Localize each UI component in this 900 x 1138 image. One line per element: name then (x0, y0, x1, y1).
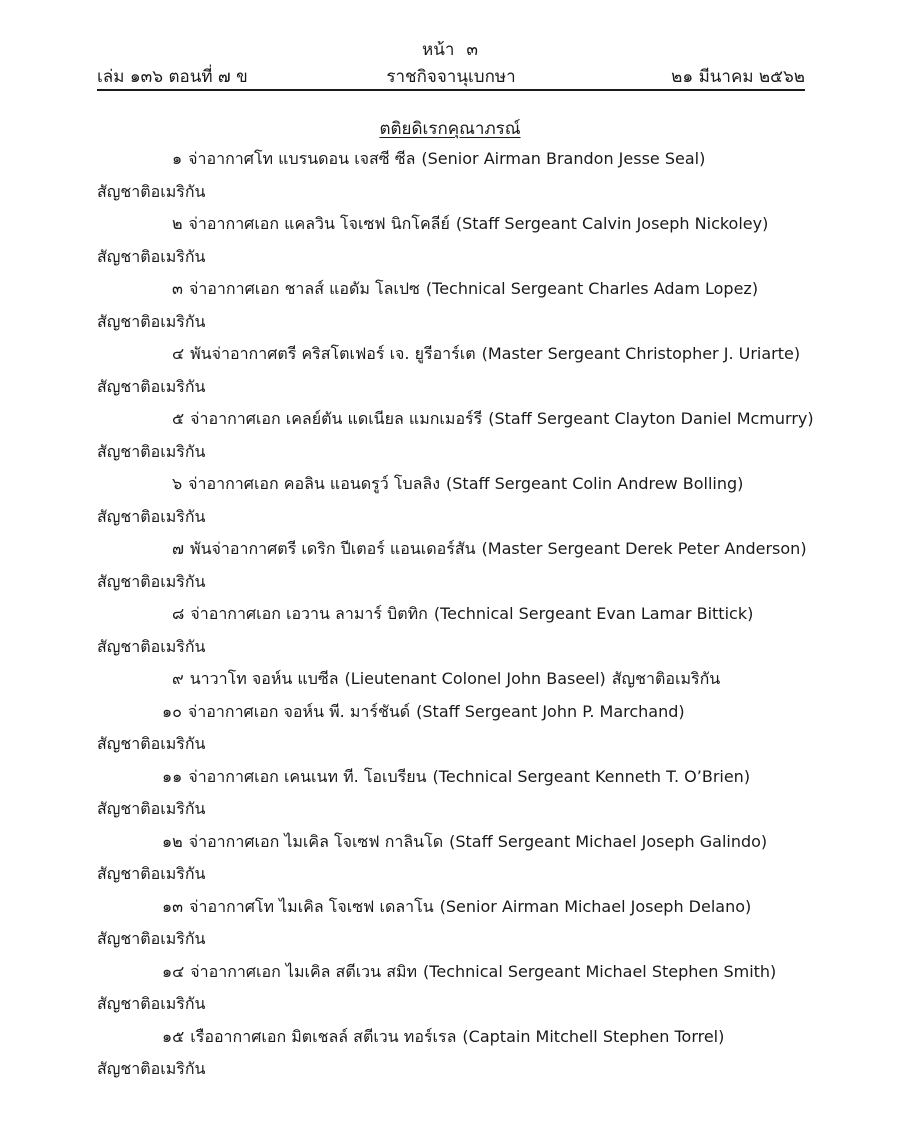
entry-line (97, 143, 827, 176)
list-item (97, 826, 827, 891)
entry-line (97, 208, 827, 241)
list-item (97, 598, 827, 663)
thai-rank-name: จ่าอากาศเอก ชาลส์ แอดัม โลเปซ (188, 279, 420, 298)
entry-line (97, 761, 827, 794)
list-item (97, 338, 827, 403)
nationality: สัญชาติอเมริกัน (97, 376, 206, 396)
entry-number: ๘ (172, 604, 185, 623)
nationality: สัญชาติอเมริกัน (97, 1059, 206, 1078)
entry-line (97, 956, 827, 989)
entry-line (97, 533, 827, 566)
nationality: สัญชาติอเมริกัน (97, 864, 206, 883)
english-rank-name: (Technical Sergeant Kenneth T. O’Brien) (432, 766, 751, 786)
entry-number: ๗ (172, 539, 185, 558)
entry-number: ๕ (172, 409, 185, 428)
english-rank-name: (Technical Sergeant Charles Adam Lopez) (425, 279, 759, 298)
gazette-header (97, 63, 805, 89)
entry-line (97, 403, 827, 436)
entry-line (97, 273, 827, 306)
list-item (97, 403, 827, 468)
entry-number: ๑๕ (162, 1026, 185, 1046)
page-number-header (0, 36, 900, 63)
entry-number: ๒ (172, 214, 183, 233)
entry-number: ๑๓ (162, 896, 184, 916)
list-item (97, 696, 827, 761)
entry-number: ๓ (172, 279, 183, 298)
nationality: สัญชาติอเมริกัน (97, 181, 206, 201)
thai-rank-name: นาวาโท จอห์น แบซีล (189, 669, 339, 688)
nationality: สัญชาติอเมริกัน (97, 571, 206, 591)
thai-rank-name: เรืออากาศเอก มิตเชลล์ สตีเวน ทอร์เรล (190, 1026, 457, 1046)
thai-rank-name: จ่าอากาศเอก เอวาน ลามาร์ บิตทิก (190, 604, 428, 623)
entry-line (97, 1021, 827, 1054)
english-rank-name: (Technical Sergeant Michael Stephen Smith) (423, 961, 777, 981)
list-item (97, 208, 827, 273)
section-title: ตติยดิเรกคุณาภรณ์ (379, 119, 521, 139)
nationality: สัญชาติอเมริกัน (97, 929, 206, 948)
nationality: สัญชาติอเมริกัน (611, 669, 721, 688)
nationality: สัญชาติอเมริกัน (97, 246, 206, 266)
english-rank-name: (Staff Sergeant Colin Andrew Bolling) (446, 474, 744, 493)
entry-number: ๑๐ (162, 701, 182, 721)
volume-issue: เล่ม ๑๓๖ ตอนที่ ๗ ข (97, 67, 248, 87)
english-rank-name: (Master Sergeant Christopher J. Uriarte) (481, 344, 801, 363)
header-divider (97, 89, 805, 91)
thai-rank-name: จ่าอากาศเอก เคนเนท ที. โอเบรียน (188, 766, 427, 786)
entry-line (97, 891, 827, 924)
thai-rank-name: พันจ่าอากาศตรี เดริก ปีเตอร์ แอนเดอร์สัน (190, 539, 476, 558)
thai-rank-name: จ่าอากาศเอก คอลิน แอนดรูว์ โบลลิง (188, 474, 441, 493)
entry-number: ๑๑ (162, 766, 183, 786)
entry-number: ๑ (172, 149, 183, 168)
english-rank-name: (Senior Airman Michael Joseph Delano) (439, 896, 752, 916)
thai-rank-name: จ่าอากาศเอก จอห์น พี. มาร์ชันด์ (187, 701, 411, 721)
list-item (97, 891, 827, 956)
english-rank-name: (Staff Sergeant Clayton Daniel Mcmurry) (488, 409, 814, 428)
list-item (97, 468, 827, 533)
thai-rank-name: จ่าอากาศเอก ไมเคิล สตีเวน สมิท (190, 961, 418, 981)
page-label: หน้า (422, 40, 455, 60)
thai-rank-name: จ่าอากาศเอก ไมเคิล โจเซฟ กาลินโด (188, 831, 444, 851)
entry-line (97, 598, 827, 631)
entry-line (97, 696, 827, 729)
nationality: สัญชาติอเมริกัน (97, 994, 206, 1013)
entry-number: ๖ (172, 474, 183, 493)
thai-rank-name: จ่าอากาศโท ไมเคิล โจเซฟ เดลาโน (189, 896, 434, 916)
list-item (97, 1021, 827, 1086)
thai-rank-name: จ่าอากาศเอก แคลวิน โจเซฟ นิกโคลีย์ (188, 214, 450, 233)
entry-line (97, 468, 827, 501)
thai-rank-name: จ่าอากาศโท แบรนดอน เจสซี ซีล (188, 149, 416, 168)
english-rank-name: (Master Sergeant Derek Peter Anderson) (481, 539, 807, 558)
list-item (97, 956, 827, 1021)
list-item (97, 761, 827, 826)
thai-rank-name: จ่าอากาศเอก เคลย์ตัน แดเนียล แมกเมอร์รี (190, 409, 483, 428)
english-rank-name: (Staff Sergeant Michael Joseph Galindo) (449, 831, 768, 851)
thai-rank-name: พันจ่าอากาศตรี คริสโตเฟอร์ เจ. ยูรีอาร์เต (190, 344, 476, 363)
page-number: ๓ (466, 40, 478, 60)
entry-number: ๔ (172, 344, 185, 363)
english-rank-name: (Senior Airman Brandon Jesse Seal) (421, 149, 706, 168)
nationality: สัญชาติอเมริกัน (97, 311, 206, 331)
list-item (97, 273, 827, 338)
english-rank-name: (Captain Mitchell Stephen Torrel) (462, 1026, 725, 1046)
nationality: สัญชาติอเมริกัน (97, 734, 206, 753)
list-item (97, 143, 827, 208)
entry-number: ๑๒ (162, 831, 183, 851)
publication-date: ๒๑ มีนาคม ๒๕๖๒ (671, 67, 805, 87)
nationality: สัญชาติอเมริกัน (97, 636, 206, 656)
entry-number: ๑๔ (162, 961, 185, 981)
nationality: สัญชาติอเมริกัน (97, 799, 206, 818)
english-rank-name: (Staff Sergeant John P. Marchand) (416, 701, 685, 721)
entry-number: ๙ (172, 669, 184, 688)
entry-line (97, 826, 827, 859)
entry-line (97, 338, 827, 371)
nationality: สัญชาติอเมริกัน (97, 441, 206, 461)
nationality: สัญชาติอเมริกัน (97, 506, 206, 526)
english-rank-name: (Technical Sergeant Evan Lamar Bittick) (433, 604, 754, 623)
list-item (97, 663, 827, 696)
list-item (97, 533, 827, 598)
entry-line (97, 663, 827, 696)
english-rank-name: (Lieutenant Colonel John Baseel) (344, 669, 606, 688)
english-rank-name: (Staff Sergeant Calvin Joseph Nickoley) (455, 214, 769, 233)
recipient-list (97, 143, 827, 1086)
publication-name: ราชกิจจานุเบกษา (386, 67, 516, 87)
